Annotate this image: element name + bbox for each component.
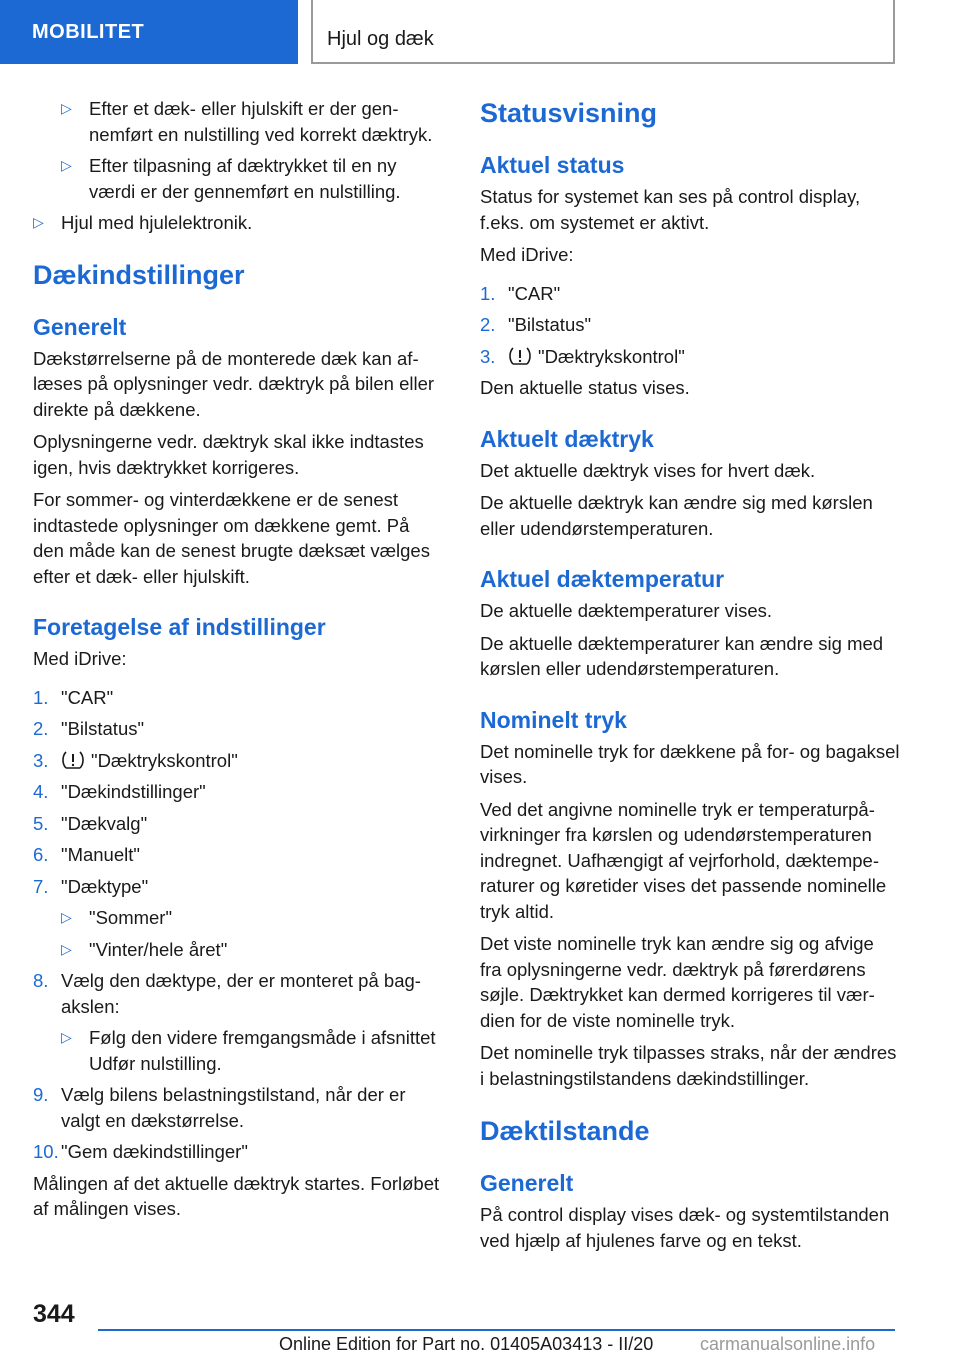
intro-sub-list: [33, 96, 445, 204]
paragraph: Målingen af det aktuelle dæktryk startes. Forløbet af målingen vises.: [33, 1172, 440, 1219]
heading-daektilstande: Dæktilstande: [480, 1116, 650, 1146]
heading-daekindstillinger: Dækindstillinger: [33, 259, 245, 290]
list-item: ▷ Efter tilpasning af dæktrykket til en ny værdi er der gennemført en nulstilling.: [61, 153, 445, 204]
heading-statusvisning: Statusvisning: [480, 98, 658, 128]
heading-aktuel-daektemperatur: Aktuel dæktemperatur: [480, 566, 725, 592]
paragraph: Det viste nominelle tryk kan ændre sig og afvige fra oplysningerne vedr. dæktryk på førerdørens søjle. Dæktrykket kan dermed korrigeres til værdien for de viste nominelle tryk.: [480, 933, 875, 1031]
triangle-bullet-icon: ▷: [61, 157, 72, 173]
heading-aktuelt-daektryk: Aktuelt dæktryk: [480, 425, 654, 452]
list-item: 3. "Dæktrykskontrol": [480, 345, 685, 367]
list-item: 7. "Dæktype": [33, 875, 149, 897]
paragraph: Med iDrive:: [33, 648, 127, 669]
triangle-bullet-icon: ▷: [33, 214, 44, 230]
list-item: ▷ Efter et dæk- eller hjulskift er der gennemført en nulstilling ved korrekt dæktryk.: [61, 96, 445, 147]
step7-options: [33, 905, 445, 962]
list-item: ▷ "Sommer": [61, 905, 445, 931]
paragraph: På control display vises dæk- og systemtilstanden ved hjælp af hjulenes farve og en tekst.: [480, 1204, 890, 1251]
list-item: ▷ Følg den videre fremgangsmåde i afsnittet Udfør nulstilling.: [61, 1025, 445, 1076]
list-item: 2. "Bilstatus": [33, 718, 145, 739]
paragraph: De aktuelle dæktemperaturer kan ændre sig med kørslen eller udendørstemperaturen.: [480, 632, 884, 679]
list-item: 10. "Gem dækindstillinger": [33, 1141, 248, 1162]
heading-generelt: Generelt: [480, 1170, 574, 1196]
list-item: 9. Vælg bilens belastningstilstand, når der er valgt en dækstørrelse.: [33, 1084, 406, 1131]
paragraph: Status for systemet kan ses på control display, f.eks. om systemet er aktivt.: [480, 186, 861, 233]
page-number: 344: [33, 1300, 75, 1328]
list-item: 2. "Bilstatus": [480, 314, 592, 335]
chapter-title: Hjul og dæk: [311, 0, 895, 64]
list-item: 4. "Dækindstillinger": [33, 781, 206, 802]
right-column: [480, 96, 900, 1260]
paragraph: Oplysningerne vedr. dæktryk skal ikke indtastes igen, hvis dæktrykket korrigeres.: [33, 431, 424, 478]
section-tab: MOBILITET: [0, 0, 298, 64]
step8-sub: [33, 1025, 445, 1076]
paragraph: Med iDrive:: [480, 244, 574, 265]
paragraph: Det nominelle tryk tilpasses straks, når der ændres i belastningstilstandens dækindstillinger.: [480, 1042, 897, 1089]
paragraph: Den aktuelle status vises.: [480, 377, 690, 398]
paragraph: De aktuelle dæktryk kan ændre sig med kørslen eller udendørstemperaturen.: [480, 492, 873, 539]
list-item: 3. "Dæktrykskontrol": [33, 749, 238, 771]
left-column: [33, 96, 445, 1229]
list-item: 5. "Dækvalg": [33, 812, 148, 834]
paragraph: Det aktuelle dæktryk vises for hvert dæk.: [480, 459, 816, 481]
paragraph: Ved det angivne nominelle tryk er temperaturpåvirkninger fra kørslen og udendørstemperaturen indregnet. Uafhængigt af vejrforhold, dæktemperaturer og køretider vises det passende nominelle tryk altid.: [480, 798, 887, 922]
tire-pressure-warning-icon: [508, 346, 532, 366]
list-item: 1. "CAR": [33, 686, 114, 708]
paragraph: Det nominelle tryk for dækkene på for- og bagaksel vises.: [480, 740, 900, 787]
paragraph: Dækstørrelserne på de monterede dæk kan aflæses på oplysninger vedr. dæktryk på bilen eller direkte på dækkene.: [33, 347, 435, 420]
list-item: 8. Vælg den dæktype, der er monteret på bagakslen:: [33, 970, 421, 1017]
triangle-bullet-icon: ▷: [61, 940, 72, 957]
list-item: ▷ Hjul med hjulelektronik.: [33, 210, 445, 236]
triangle-bullet-icon: ▷: [61, 100, 72, 116]
heading-aktuel-status: Aktuel status: [480, 152, 625, 178]
triangle-bullet-icon: ▷: [61, 909, 72, 925]
heading-generelt: Generelt: [33, 313, 127, 340]
footer-divider: [98, 1329, 895, 1331]
paragraph: For sommer- og vinterdækkene er de senest indtastede oplysninger om dækkene gemt. På den måde kan de senest brugte dæksæt vælges efter et dæk- eller hjulskift.: [33, 489, 430, 587]
heading-nominelt-tryk: Nominelt tryk: [480, 706, 627, 733]
list-item: ▷ "Vinter/hele året": [61, 937, 445, 963]
list-item: 6. "Manuelt": [33, 844, 140, 865]
heading-foretagelse: Foretagelse af indstillinger: [33, 614, 326, 640]
triangle-bullet-icon: ▷: [61, 1029, 72, 1045]
paragraph: De aktuelle dæktemperaturer vises.: [480, 600, 773, 621]
page-header: [0, 0, 960, 66]
tire-pressure-warning-icon: [61, 750, 85, 770]
edition-text: Online Edition for Part no. 01405A03413 - II/20: [279, 1334, 654, 1354]
watermark: carmanualsonline.info: [700, 1334, 876, 1354]
list-item: 1. "CAR": [480, 282, 561, 304]
